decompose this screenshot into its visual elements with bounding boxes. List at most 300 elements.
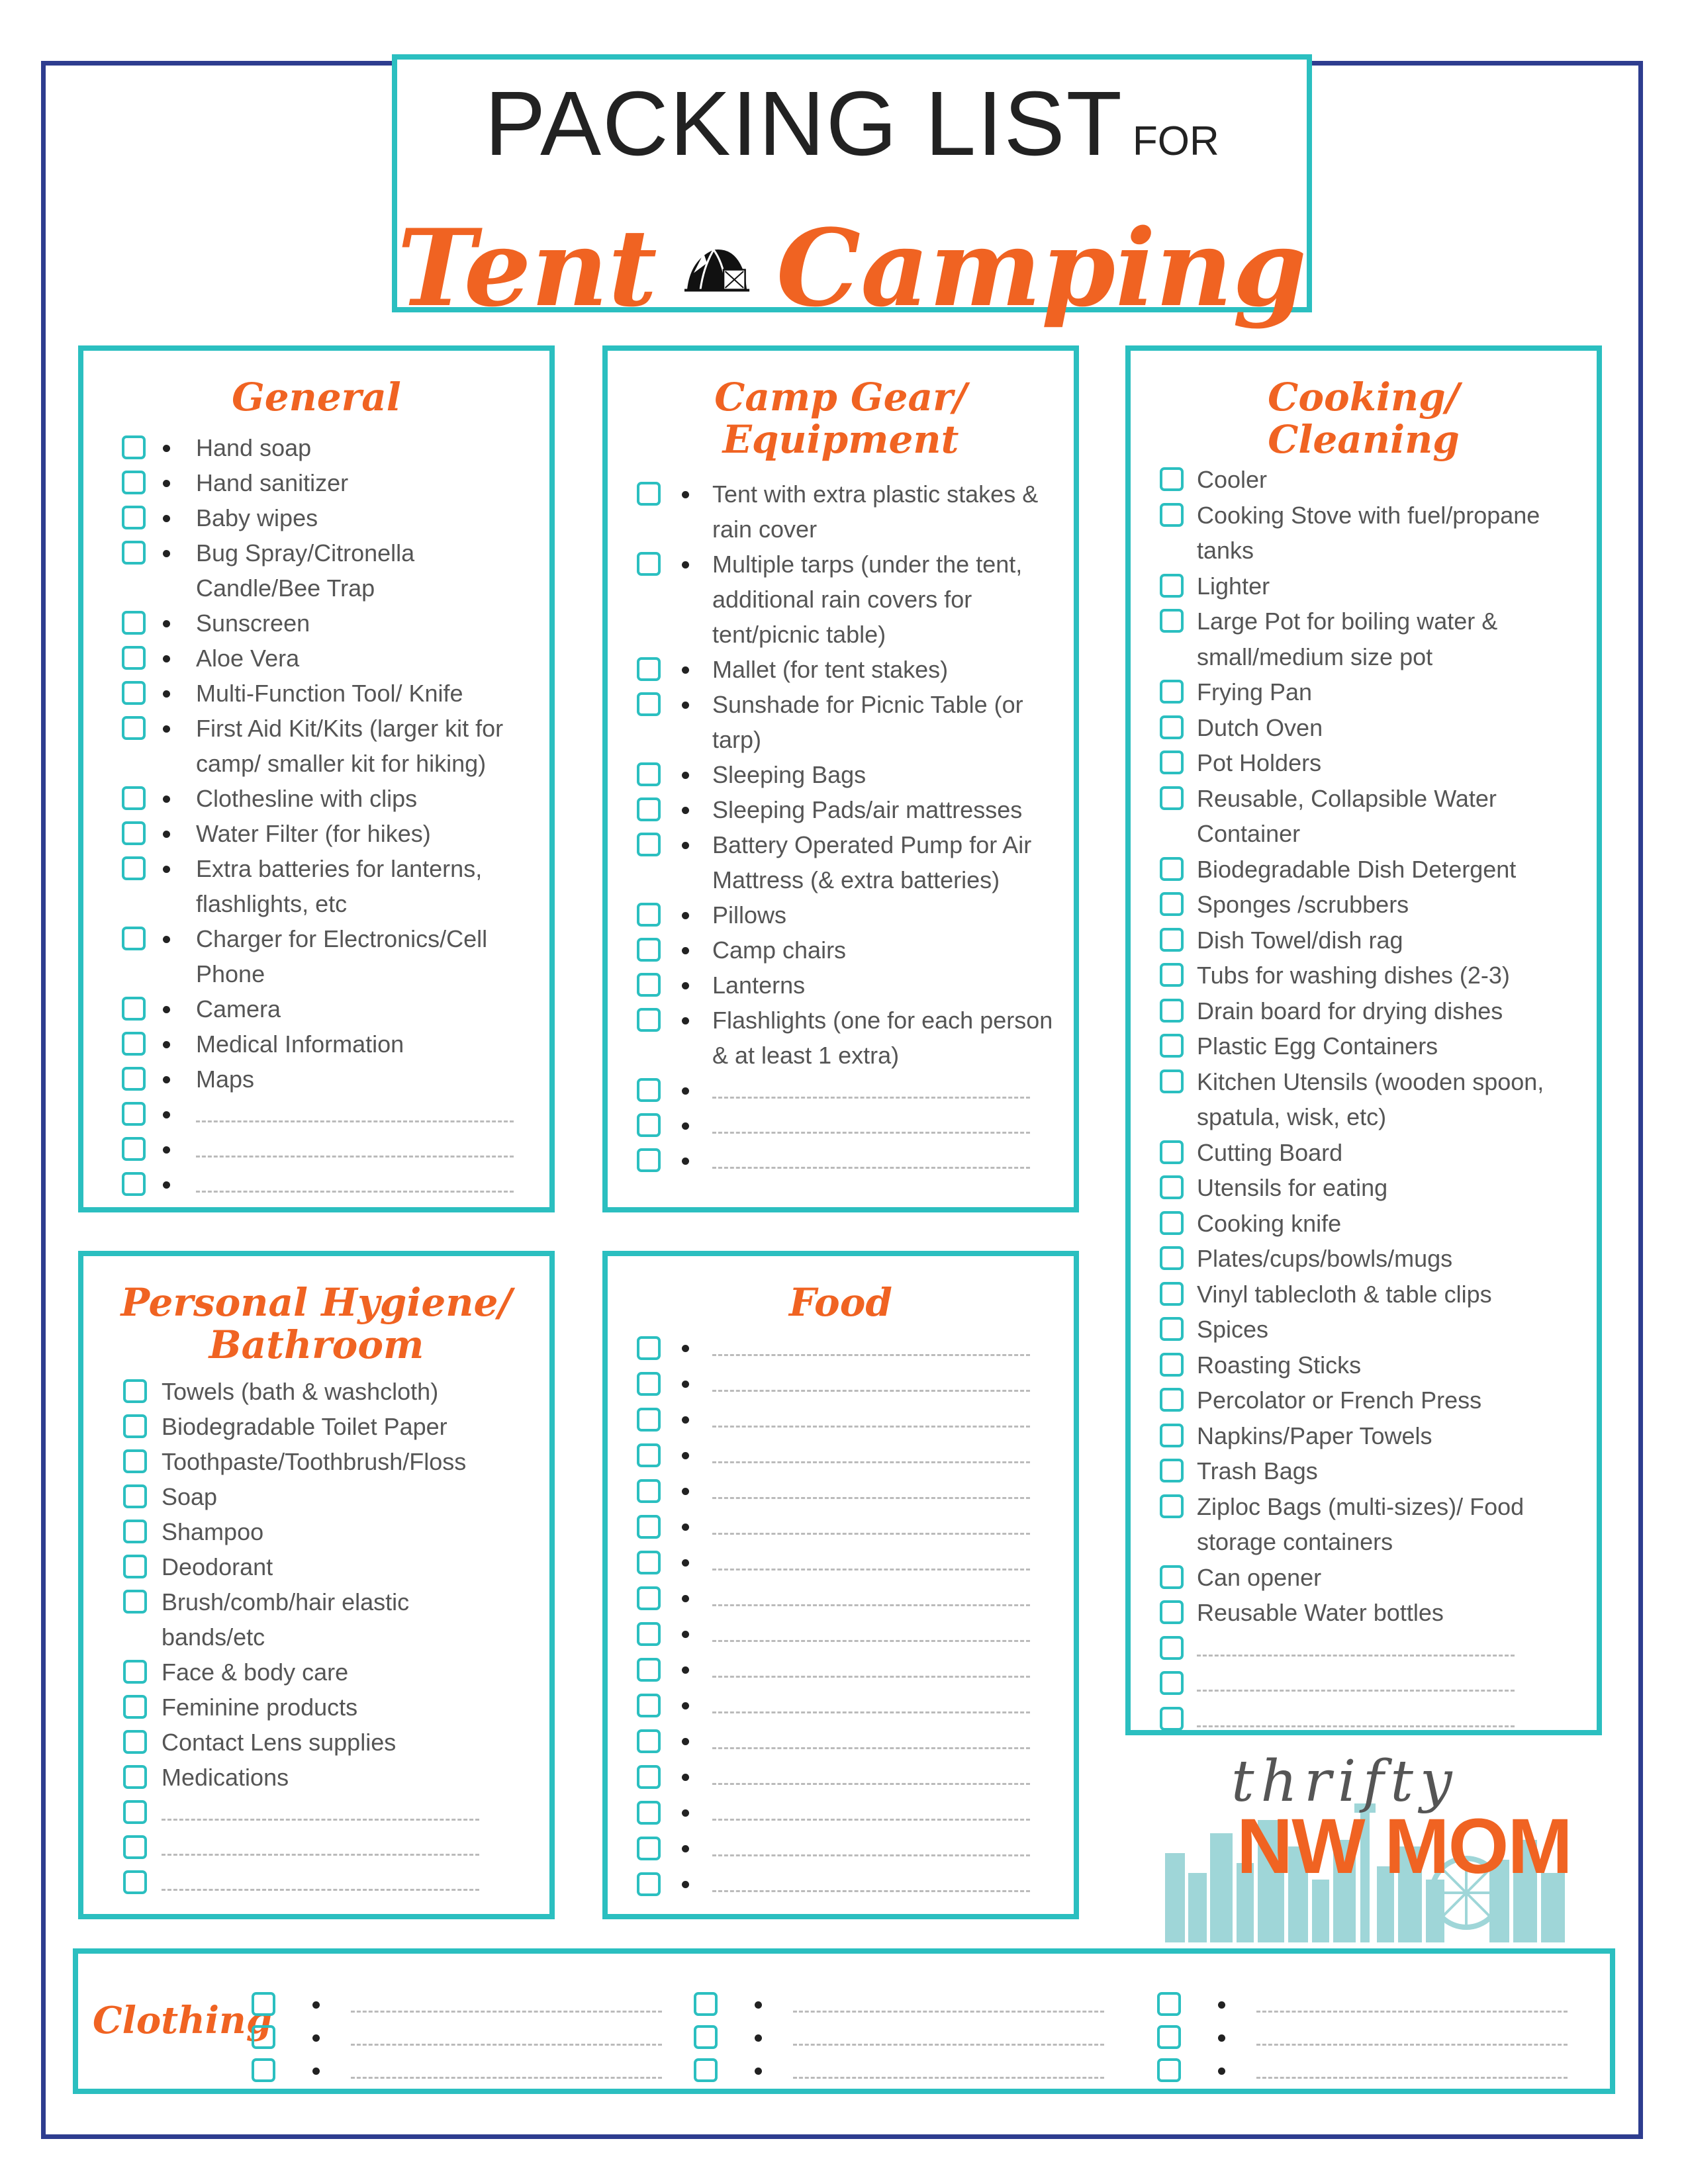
- title-banner: [392, 54, 1312, 330]
- checkbox[interactable]: [1157, 2058, 1181, 2082]
- item-label: Cooler: [1197, 466, 1268, 493]
- list-item: [83, 1584, 549, 1655]
- write-in-line[interactable]: [712, 1441, 1030, 1463]
- write-in-line[interactable]: [162, 1799, 479, 1821]
- checkbox[interactable]: [123, 1414, 147, 1438]
- checkbox[interactable]: [694, 1992, 718, 2016]
- write-in-line[interactable]: [712, 1370, 1030, 1392]
- item-label: Sponges /scrubbers: [1197, 891, 1409, 918]
- bullet-icon: [163, 1146, 170, 1154]
- section-title-line-1: Personal Hygiene/: [120, 1280, 512, 1325]
- checkbox[interactable]: [1160, 1600, 1184, 1624]
- write-in-line[interactable]: [793, 2057, 1104, 2079]
- list-item: [1131, 604, 1597, 674]
- bullet-icon: [682, 772, 689, 779]
- bullet-icon: [755, 2068, 762, 2075]
- checkbox[interactable]: [1160, 503, 1184, 527]
- list-item: [1131, 852, 1597, 887]
- checkbox[interactable]: [1160, 1317, 1184, 1341]
- blank-list-item: [83, 1795, 549, 1830]
- checkbox[interactable]: [123, 1730, 147, 1754]
- list-item: [608, 827, 1074, 897]
- item-label: Shampoo: [162, 1518, 264, 1545]
- checkbox[interactable]: [122, 786, 146, 810]
- title-packing-list: PACKING LIST: [485, 73, 1123, 175]
- bullet-icon: [163, 655, 170, 662]
- bullet-icon: [163, 866, 170, 873]
- checkbox[interactable]: [637, 1113, 661, 1137]
- section-title-line-2: Bathroom: [209, 1322, 424, 1367]
- list-item: [1131, 1560, 1597, 1596]
- clothing-column: [1157, 1988, 1568, 2087]
- item-label: Trash Bags: [1197, 1457, 1318, 1484]
- checkbox[interactable]: [637, 1658, 661, 1682]
- checkbox[interactable]: [123, 1484, 147, 1508]
- checkbox[interactable]: [122, 646, 146, 670]
- write-in-line[interactable]: [1256, 1991, 1568, 2013]
- bullet-icon: [312, 2068, 320, 2075]
- item-label: Frying Pan: [1197, 678, 1313, 705]
- checkbox[interactable]: [637, 1872, 661, 1896]
- item-label: Multiple tarps (under the tent,: [712, 551, 1023, 578]
- item-label: small/medium size pot: [1197, 643, 1433, 670]
- checkbox[interactable]: [1160, 1636, 1184, 1660]
- checkbox[interactable]: [123, 1590, 147, 1614]
- list-item: [83, 1514, 549, 1549]
- item-label: Biodegradable Toilet Paper: [162, 1413, 447, 1440]
- bullet-icon: [682, 1087, 689, 1095]
- list-item: [1131, 462, 1597, 498]
- item-label: Sunshade for Picnic Table (or: [712, 691, 1023, 718]
- checkbox[interactable]: [1160, 786, 1184, 810]
- section-title-line-2: Cleaning: [1268, 417, 1460, 462]
- checkbox[interactable]: [1160, 1069, 1184, 1093]
- list-item: [1131, 1028, 1597, 1064]
- item-label: Lighter: [1197, 572, 1270, 600]
- bullet-icon: [163, 550, 170, 557]
- write-in-line[interactable]: [712, 1077, 1030, 1099]
- checkbox[interactable]: [637, 1078, 661, 1102]
- write-in-line[interactable]: [196, 1136, 514, 1158]
- checkbox[interactable]: [1160, 928, 1184, 952]
- item-label: spatula, wisk, etc): [1197, 1103, 1387, 1130]
- checkbox[interactable]: [1160, 1424, 1184, 1447]
- checkbox[interactable]: [1160, 467, 1184, 491]
- checkbox[interactable]: [1160, 1494, 1184, 1518]
- bullet-icon: [682, 702, 689, 709]
- item-label: Plastic Egg Containers: [1197, 1032, 1438, 1060]
- checkbox[interactable]: [637, 1586, 661, 1610]
- item-label: Multi-Function Tool/ Knife: [196, 680, 463, 707]
- list-item: [83, 1479, 549, 1514]
- list-item: [608, 968, 1074, 1003]
- checkbox[interactable]: [637, 1801, 661, 1825]
- checkbox[interactable]: [122, 821, 146, 845]
- bullet-icon: [163, 480, 170, 487]
- write-in-line[interactable]: [712, 1656, 1030, 1678]
- cooking-list: [1131, 462, 1597, 1737]
- checkbox[interactable]: [123, 1800, 147, 1824]
- bullet-icon: [682, 1017, 689, 1024]
- blank-list-item: [1131, 1666, 1597, 1702]
- bullet-icon: [1218, 2068, 1225, 2075]
- bullet-icon: [682, 1809, 689, 1817]
- write-in-line[interactable]: [1256, 2057, 1568, 2079]
- logo-script-text: thrifty: [1231, 1749, 1459, 1815]
- section-title-line-1: Camp Gear/: [714, 375, 967, 420]
- blank-list-item: [252, 2021, 662, 2054]
- blank-list-item: [608, 1616, 1074, 1652]
- write-in-line[interactable]: [712, 1147, 1030, 1169]
- blank-list-item: [83, 1167, 549, 1202]
- blank-list-item: [608, 1143, 1074, 1178]
- write-in-line[interactable]: [351, 2057, 662, 2079]
- checkbox[interactable]: [1160, 963, 1184, 987]
- list-item: [608, 547, 1074, 652]
- checkbox[interactable]: [123, 1870, 147, 1894]
- list-item: [83, 781, 549, 816]
- item-label: Plates/cups/bowls/mugs: [1197, 1245, 1453, 1272]
- section-title-cooking: [1131, 376, 1597, 461]
- item-label: Brush/comb/hair elastic: [162, 1588, 410, 1615]
- list-item: [608, 652, 1074, 687]
- item-label: additional rain covers for: [712, 586, 972, 613]
- item-label: Toothpaste/Toothbrush/Floss: [162, 1448, 467, 1475]
- checkbox[interactable]: [637, 552, 661, 576]
- checkbox[interactable]: [122, 1067, 146, 1091]
- item-label: bands/etc: [162, 1623, 265, 1651]
- checkbox[interactable]: [1160, 1034, 1184, 1058]
- bullet-icon: [682, 1774, 689, 1781]
- item-label: tarp): [712, 726, 762, 753]
- list-item: [608, 792, 1074, 827]
- item-label: Water Filter (for hikes): [196, 820, 431, 847]
- list-item: [1131, 958, 1597, 993]
- checkbox[interactable]: [637, 1479, 661, 1503]
- list-item: [608, 477, 1074, 547]
- checkbox[interactable]: [637, 1443, 661, 1467]
- list-item: [608, 933, 1074, 968]
- list-item: [608, 687, 1074, 757]
- checkbox[interactable]: [122, 541, 146, 565]
- blank-list-item: [1157, 2021, 1568, 2054]
- item-label: Sunscreen: [196, 610, 310, 637]
- write-in-line[interactable]: [1197, 1706, 1515, 1727]
- title-for: FOR: [1132, 118, 1219, 164]
- checkbox[interactable]: [1160, 1140, 1184, 1164]
- checkbox[interactable]: [1160, 715, 1184, 739]
- write-in-line[interactable]: [712, 1584, 1030, 1606]
- title-line-2: [397, 202, 1307, 334]
- bullet-icon: [682, 666, 689, 674]
- tent-icon: [684, 212, 750, 324]
- food-list: [608, 1330, 1074, 1902]
- checkbox[interactable]: [1160, 857, 1184, 881]
- bullet-icon: [163, 515, 170, 522]
- checkbox[interactable]: [637, 797, 661, 821]
- bullet-icon: [755, 2034, 762, 2042]
- list-item: [1131, 745, 1597, 781]
- bullet-icon: [682, 912, 689, 919]
- list-item: [1131, 993, 1597, 1029]
- checkbox[interactable]: [1160, 680, 1184, 704]
- item-label: Battery Operated Pump for Air: [712, 831, 1032, 858]
- checkbox[interactable]: [1160, 1282, 1184, 1306]
- checkbox[interactable]: [123, 1660, 147, 1684]
- item-label: Charger for Electronics/Cell: [196, 925, 488, 952]
- checkbox[interactable]: [1160, 999, 1184, 1023]
- bullet-icon: [682, 982, 689, 989]
- camp-gear-list: [608, 477, 1074, 1178]
- bullet-icon: [682, 1595, 689, 1602]
- section-title-line-2: Equipment: [722, 417, 959, 462]
- checkbox[interactable]: [1160, 1707, 1184, 1731]
- checkbox[interactable]: [122, 1032, 146, 1056]
- item-label: Extra batteries for lanterns,: [196, 855, 483, 882]
- write-in-line[interactable]: [793, 1991, 1104, 2013]
- list-item: [83, 535, 549, 606]
- checkbox[interactable]: [1160, 609, 1184, 633]
- checkbox[interactable]: [637, 903, 661, 927]
- checkbox[interactable]: [637, 973, 661, 997]
- write-in-line[interactable]: [196, 1171, 514, 1193]
- checkbox[interactable]: [1160, 1246, 1184, 1270]
- title-tent: Tent: [397, 206, 657, 330]
- checkbox[interactable]: [1160, 1353, 1184, 1377]
- bullet-icon: [312, 2001, 320, 2009]
- write-in-line[interactable]: [162, 1869, 479, 1891]
- checkbox[interactable]: [123, 1379, 147, 1403]
- write-in-line[interactable]: [712, 1763, 1030, 1785]
- write-in-line[interactable]: [196, 1101, 514, 1122]
- bullet-icon: [682, 1702, 689, 1709]
- checkbox[interactable]: [122, 681, 146, 705]
- item-label: First Aid Kit/Kits (larger kit for: [196, 715, 504, 742]
- section-title-hygiene: [83, 1281, 549, 1366]
- checkbox[interactable]: [122, 471, 146, 494]
- checkbox[interactable]: [1160, 1388, 1184, 1412]
- blank-list-item: [83, 1097, 549, 1132]
- checkbox[interactable]: [122, 997, 146, 1021]
- checkbox[interactable]: [1157, 1992, 1181, 2016]
- checkbox[interactable]: [637, 938, 661, 962]
- write-in-line[interactable]: [162, 1834, 479, 1856]
- list-item: [83, 991, 549, 1026]
- thrifty-nw-mom-logo: [1158, 1747, 1582, 1946]
- checkbox[interactable]: [637, 1008, 661, 1032]
- item-label: Dish Towel/dish rag: [1197, 926, 1403, 954]
- checkbox[interactable]: [637, 1765, 661, 1789]
- blank-list-item: [608, 1473, 1074, 1509]
- list-item: [83, 1409, 549, 1444]
- blank-list-item: [252, 1988, 662, 2021]
- list-item: [1131, 923, 1597, 958]
- bullet-icon: [163, 1076, 170, 1083]
- write-in-line[interactable]: [712, 1112, 1030, 1134]
- list-item: [1131, 674, 1597, 710]
- bullet-icon: [682, 1158, 689, 1165]
- checkbox[interactable]: [122, 435, 146, 459]
- item-label: Reusable Water bottles: [1197, 1599, 1444, 1626]
- list-item: [1131, 1170, 1597, 1206]
- checkbox[interactable]: [123, 1449, 147, 1473]
- blank-list-item: [694, 1988, 1104, 2021]
- write-in-line[interactable]: [793, 2024, 1104, 2046]
- list-item: [1131, 887, 1597, 923]
- bullet-icon: [755, 2001, 762, 2009]
- checkbox[interactable]: [637, 1729, 661, 1753]
- bullet-icon: [312, 2034, 320, 2042]
- list-item: [1131, 1453, 1597, 1489]
- bullet-icon: [163, 445, 170, 452]
- item-label: Percolator or French Press: [1197, 1387, 1482, 1414]
- checkbox[interactable]: [694, 2025, 718, 2049]
- item-label: Dutch Oven: [1197, 713, 1323, 741]
- checkbox[interactable]: [123, 1695, 147, 1719]
- bullet-icon: [682, 842, 689, 849]
- blank-list-item: [608, 1108, 1074, 1143]
- checkbox[interactable]: [123, 1765, 147, 1789]
- blank-list-item: [83, 1132, 549, 1167]
- checkbox[interactable]: [637, 657, 661, 681]
- write-in-line[interactable]: [712, 1334, 1030, 1356]
- bullet-icon: [163, 725, 170, 733]
- list-item: [1131, 498, 1597, 569]
- item-label: Roasting Sticks: [1197, 1351, 1362, 1379]
- section-clothing: [73, 1948, 1615, 2094]
- item-label: Mallet (for tent stakes): [712, 656, 949, 683]
- checkbox[interactable]: [122, 927, 146, 950]
- checkbox[interactable]: [694, 2058, 718, 2082]
- checkbox[interactable]: [122, 506, 146, 529]
- section-hygiene: [78, 1251, 555, 1919]
- write-in-line[interactable]: [1197, 1635, 1515, 1657]
- checkbox[interactable]: [122, 1137, 146, 1161]
- checkbox[interactable]: [122, 856, 146, 880]
- checkbox[interactable]: [252, 2025, 275, 2049]
- item-label: Camera: [196, 995, 281, 1023]
- blank-list-item: [608, 1831, 1074, 1866]
- checkbox[interactable]: [122, 1172, 146, 1196]
- list-item: [83, 1760, 549, 1795]
- write-in-line[interactable]: [712, 1692, 1030, 1713]
- checkbox[interactable]: [1160, 1211, 1184, 1235]
- item-label: Utensils for eating: [1197, 1174, 1388, 1201]
- write-in-line[interactable]: [1197, 1670, 1515, 1692]
- checkbox[interactable]: [637, 1515, 661, 1539]
- write-in-line[interactable]: [712, 1513, 1030, 1535]
- checkbox[interactable]: [1160, 1565, 1184, 1589]
- checkbox[interactable]: [122, 716, 146, 740]
- item-label: Medical Information: [196, 1030, 404, 1058]
- bullet-icon: [163, 1006, 170, 1013]
- list-item: [83, 816, 549, 851]
- item-label: Reusable, Collapsible Water: [1197, 784, 1497, 812]
- item-label: Towels (bath & washcloth): [162, 1378, 439, 1405]
- blank-list-item: [1157, 1988, 1568, 2021]
- checkbox[interactable]: [1160, 1175, 1184, 1199]
- bullet-icon: [682, 1559, 689, 1567]
- item-label: storage containers: [1197, 1528, 1393, 1555]
- checkbox[interactable]: [637, 1551, 661, 1574]
- checkbox[interactable]: [1160, 574, 1184, 598]
- item-label: Clothesline with clips: [196, 785, 418, 812]
- write-in-line[interactable]: [712, 1477, 1030, 1499]
- write-in-line[interactable]: [712, 1835, 1030, 1856]
- item-label: flashlights, etc: [196, 890, 348, 917]
- list-item: [1131, 1383, 1597, 1418]
- bullet-icon: [163, 1181, 170, 1189]
- checkbox[interactable]: [1160, 1671, 1184, 1695]
- list-item: [83, 1062, 549, 1097]
- checkbox[interactable]: [1160, 892, 1184, 916]
- checkbox[interactable]: [123, 1835, 147, 1859]
- write-in-line[interactable]: [351, 1991, 662, 2013]
- title-camping: Camping: [776, 206, 1307, 330]
- checkbox[interactable]: [123, 1520, 147, 1543]
- list-item: [1131, 1418, 1597, 1454]
- checkbox[interactable]: [637, 1837, 661, 1860]
- checkbox[interactable]: [637, 1622, 661, 1646]
- write-in-line[interactable]: [712, 1549, 1030, 1570]
- bullet-icon: [682, 807, 689, 814]
- checkbox[interactable]: [637, 692, 661, 716]
- write-in-line[interactable]: [351, 2024, 662, 2046]
- write-in-line[interactable]: [712, 1620, 1030, 1642]
- bullet-icon: [682, 1381, 689, 1388]
- checkbox[interactable]: [637, 1372, 661, 1396]
- list-item: [1131, 1347, 1597, 1383]
- list-item: [1131, 1064, 1597, 1135]
- section-food: [602, 1251, 1079, 1919]
- checkbox[interactable]: [1160, 751, 1184, 774]
- item-label: Kitchen Utensils (wooden spoon,: [1197, 1068, 1544, 1095]
- checkbox[interactable]: [122, 611, 146, 635]
- item-label: Large Pot for boiling water &: [1197, 608, 1498, 635]
- write-in-line[interactable]: [712, 1727, 1030, 1749]
- checkbox[interactable]: [637, 1336, 661, 1360]
- checkbox[interactable]: [252, 2058, 275, 2082]
- item-label: tent/picnic table): [712, 621, 886, 648]
- clothing-column: [694, 1988, 1104, 2087]
- write-in-line[interactable]: [712, 1870, 1030, 1892]
- list-item: [83, 1725, 549, 1760]
- checkbox[interactable]: [637, 1694, 661, 1717]
- write-in-line[interactable]: [1256, 2024, 1568, 2046]
- checkbox[interactable]: [637, 833, 661, 856]
- checkbox[interactable]: [122, 1102, 146, 1126]
- blank-list-item: [608, 1866, 1074, 1902]
- checkbox[interactable]: [637, 482, 661, 506]
- checkbox[interactable]: [123, 1555, 147, 1578]
- blank-list-item: [1131, 1631, 1597, 1666]
- section-title-line-1: Cooking/: [1268, 375, 1460, 420]
- checkbox[interactable]: [252, 1992, 275, 2016]
- write-in-line[interactable]: [712, 1799, 1030, 1821]
- item-label: Drain board for drying dishes: [1197, 997, 1503, 1024]
- checkbox[interactable]: [1157, 2025, 1181, 2049]
- checkbox[interactable]: [637, 762, 661, 786]
- checkbox[interactable]: [637, 1148, 661, 1172]
- write-in-line[interactable]: [712, 1406, 1030, 1428]
- bullet-icon: [682, 561, 689, 569]
- item-label: Ziploc Bags (multi-sizes)/ Food: [1197, 1492, 1524, 1520]
- checkbox[interactable]: [637, 1408, 661, 1432]
- checkbox[interactable]: [1160, 1459, 1184, 1482]
- list-item: [83, 500, 549, 535]
- list-item: [83, 465, 549, 500]
- bullet-icon: [682, 1631, 689, 1638]
